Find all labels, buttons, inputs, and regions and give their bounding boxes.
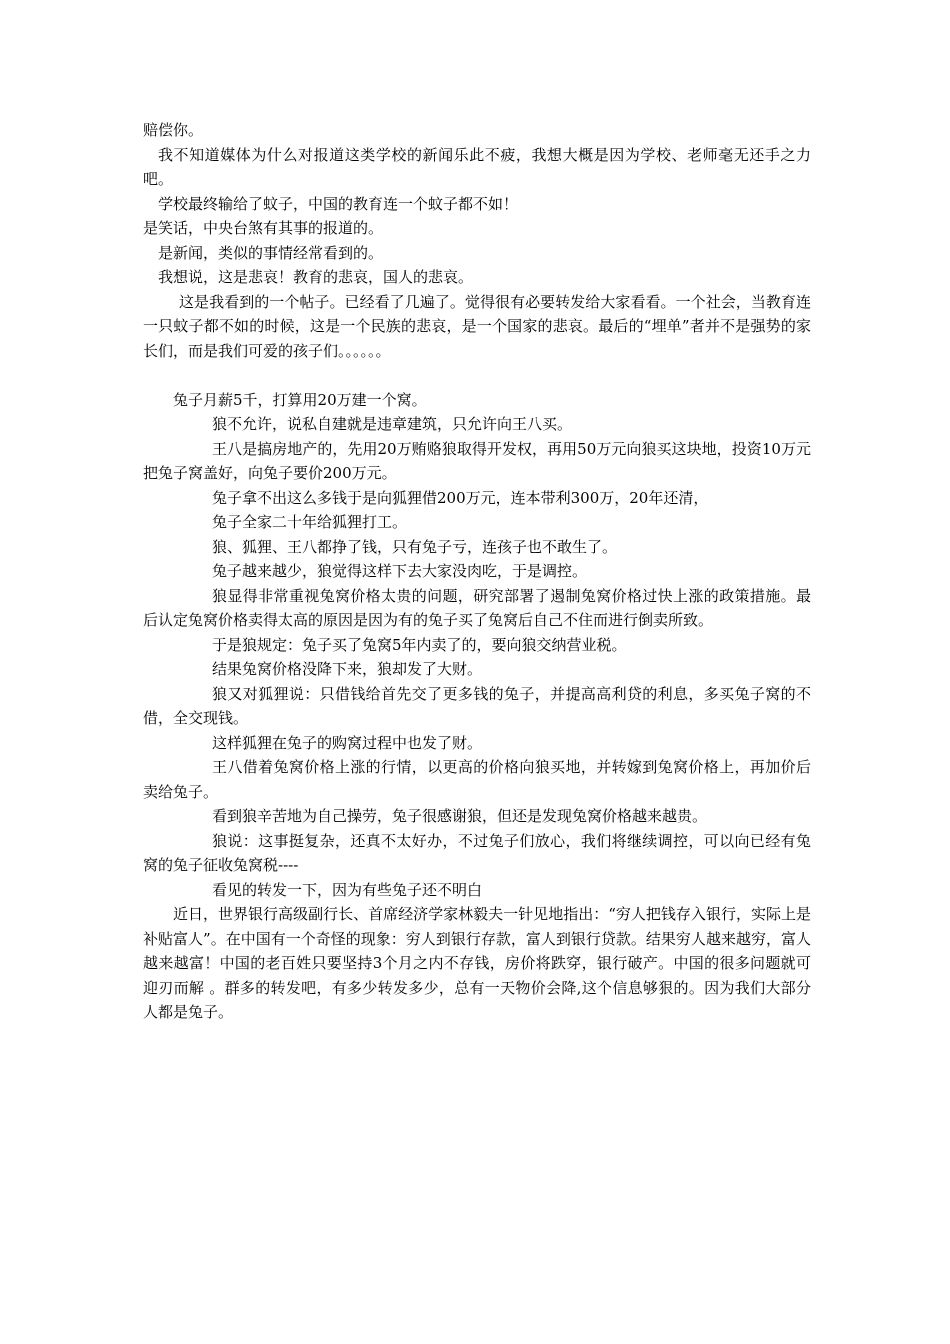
- paragraph: 狼又对狐狸说：只借钱给首先交了更多钱的兔子，并提高高利贷的利息，多买兔子窝的不借，全交现钱。: [143, 684, 811, 727]
- paragraph: 这是我看到的一个帖子。已经看了几遍了。觉得很有必要转发给大家看看。一个社会，当教育连一只蚊子都不如的时候，这是一个民族的悲哀，是一个国家的悲哀。最后的“埋单”者并不是强势的家长们，而是我们可爱的孩子们。。。。。。: [143, 292, 811, 360]
- paragraph: 狼、狐狸、王八都挣了钱，只有兔子亏，连孩子也不敢生了。: [212, 537, 618, 556]
- paragraph: 赔偿你。: [143, 121, 204, 139]
- paragraph: 于是狼规定：兔子买了兔窝5年内卖了的，要向狼交纳营业税。: [212, 635, 627, 654]
- paragraph: 是笑话，中央台煞有其事的报道的。: [143, 219, 384, 237]
- paragraph: 王八借着兔窝价格上涨的行情，以更高的价格向狼买地，并转嫁到兔窝价格上，再加价后卖给兔子。: [143, 758, 811, 801]
- blank-line: [143, 363, 811, 388]
- paragraph: 我不知道媒体为什么对报道这类学校的新闻乐此不疲，我想大概是因为学校、老师毫无还手之力吧。: [143, 145, 811, 188]
- paragraph: 看见的转发一下，因为有些兔子还不明白: [212, 880, 483, 899]
- paragraph: 是新闻，类似的事情经常看到的。: [158, 243, 384, 262]
- paragraph: 兔子拿不出这么多钱于是向狐狸借200万元，连本带利300万，20年还清，: [212, 488, 709, 507]
- paragraph: 这样狐狸在兔子的购窝过程中也发了财。: [212, 733, 483, 752]
- paragraph: 近日，世界银行高级副行长、首席经济学家林毅夫一针见地指出：“穷人把钱存入银行，实际上是补贴富人”。在中国有一个奇怪的现象：穷人到银行存款，富人到银行贷款。结果穷人越来越穷，富人越来越富！中国的老百姓只要坚持3个月之内不存钱，房价将跌穿，银行破产。中国的很多问题就可迎刃而解 。群多的转发吧，有多少转发多少，总有一天物价会降,这个信息够狠的。因为我们大部分人都是兔子。: [143, 905, 811, 1021]
- paragraph: 狼说：这事挺复杂，还真不太好办，不过兔子们放心，我们将继续调控，可以向已经有兔窝的兔子征收兔窝税----: [143, 831, 811, 874]
- paragraph: 学校最终输给了蚊子，中国的教育连一个蚊子都不如！: [158, 194, 519, 213]
- paragraph: 兔子全家二十年给狐狸打工。: [212, 513, 408, 531]
- document-page: [143, 118, 811, 1025]
- paragraph: 兔子越来越少，狼觉得这样下去大家没肉吃，于是调控。: [212, 562, 588, 580]
- paragraph: 兔子月薪5千，打算用20万建一个窝。: [173, 390, 427, 409]
- paragraph: 结果兔窝价格没降下来，狼却发了大财。: [212, 660, 483, 678]
- paragraph: 狼不允许，说私自建就是违章建筑，只允许向王八买。: [212, 415, 573, 433]
- paragraph: 我想说，这是悲哀！教育的悲哀，国人的悲哀。: [158, 268, 474, 286]
- paragraph: 王八是搞房地产的，先用20万贿赂狼取得开发权，再用50万元向狼买这块地，投资10万元把兔子窝盖好，向兔子要价200万元。: [143, 439, 811, 482]
- paragraph: 狼显得非常重视兔窝价格太贵的问题，研究部署了遏制兔窝价格过快上涨的政策措施。最后认定兔窝价格卖得太高的原因是因为有的兔子买了兔窝后自己不住而进行倒卖所致。: [143, 586, 811, 629]
- paragraph: 看到狼辛苦地为自己操劳，兔子很感谢狼，但还是发现兔窝价格越来越贵。: [212, 807, 708, 825]
